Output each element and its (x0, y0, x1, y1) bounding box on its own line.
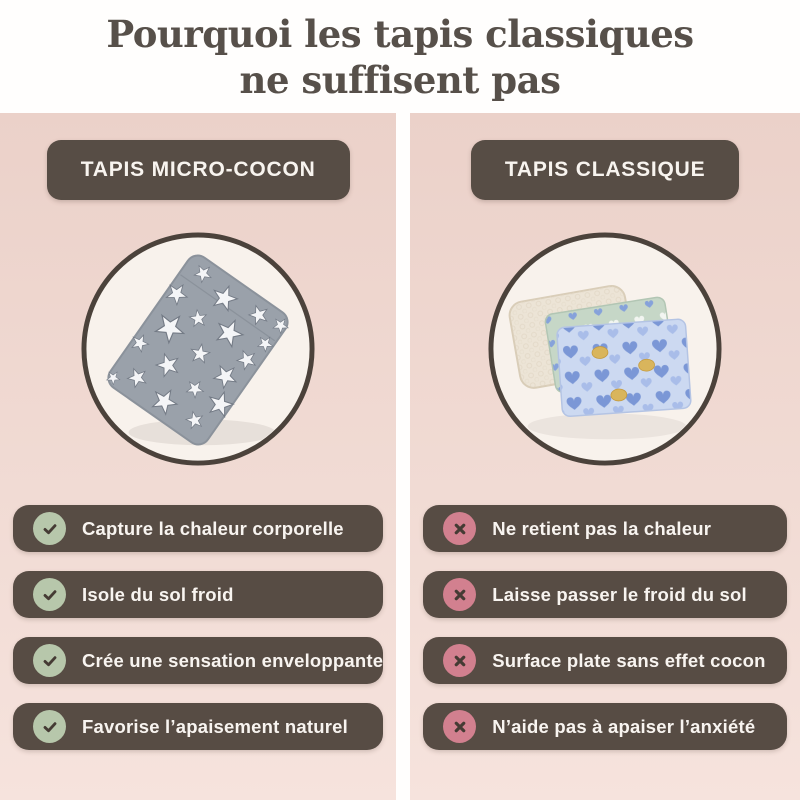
check-icon (33, 710, 66, 743)
feature-pill (423, 637, 787, 684)
feature-list-classique (410, 505, 800, 750)
badge-micro-cocon: TAPIS MICRO-COCON (47, 140, 350, 200)
feature-label: Crée une sensation enveloppante (82, 649, 384, 671)
blue-heart-blanket (557, 319, 692, 417)
feature-pill (423, 505, 787, 552)
cross-icon (443, 578, 476, 611)
feature-label: Capture la chaleur corporelle (82, 517, 344, 539)
feature-label: Ne retient pas la chaleur (492, 517, 712, 539)
title-line-2: ne suffisent pas (239, 57, 561, 102)
feature-label: Laisse passer le froid du sol (492, 583, 747, 605)
feature-pill (423, 703, 787, 750)
feature-pill (13, 637, 383, 684)
comparison-columns (0, 113, 800, 800)
cross-icon (443, 710, 476, 743)
page-title (106, 11, 693, 103)
feature-pill (13, 703, 383, 750)
panel-classique (410, 113, 800, 800)
cross-icon (443, 644, 476, 677)
classic-blankets-stack-illustration (486, 230, 724, 468)
check-icon (33, 578, 66, 611)
check-icon (33, 644, 66, 677)
check-icon (33, 512, 66, 545)
title-line-1: Pourquoi les tapis classiques (106, 11, 694, 56)
panel-micro-cocon (0, 113, 396, 800)
feature-list-micro-cocon (0, 505, 396, 750)
cross-icon (443, 512, 476, 545)
feature-pill (13, 505, 383, 552)
feature-label: Favorise l’apaisement naturel (82, 715, 348, 737)
star-fleece-blanket-illustration (79, 230, 317, 468)
header (0, 0, 800, 113)
photo-micro-cocon (79, 230, 317, 468)
badge-classique: TAPIS CLASSIQUE (471, 140, 740, 200)
feature-pill (423, 571, 787, 618)
feature-label: Surface plate sans effet cocon (492, 649, 766, 671)
feature-label: Isole du sol froid (82, 583, 234, 605)
photo-classique (486, 230, 724, 468)
feature-pill (13, 571, 383, 618)
feature-label: N’aide pas à apaiser l’anxiété (492, 715, 756, 737)
